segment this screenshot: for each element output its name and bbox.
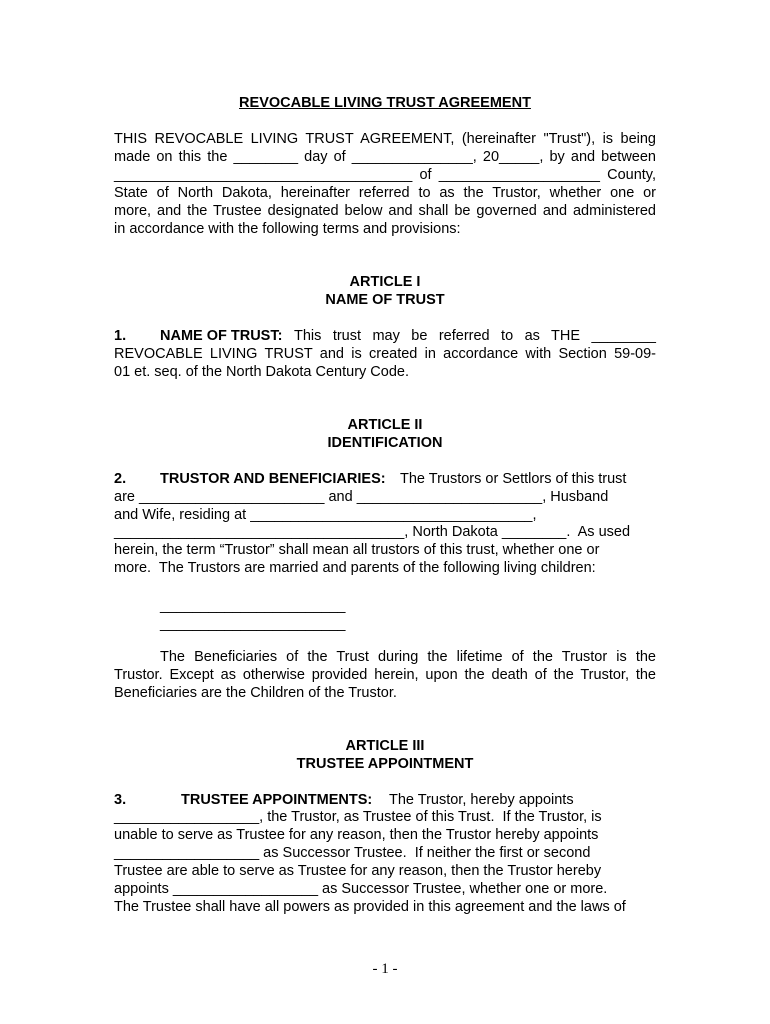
section-line: __________________, the Trustor, as Trustee of this Trust. If the Trustor, is <box>114 809 602 825</box>
section-line: The Trustee shall have all powers as provided in this agreement and the laws of <box>114 899 626 915</box>
intro-line: THIS REVOCABLE LIVING TRUST AGREEMENT, (hereinafter "Trust"), is being <box>114 131 656 147</box>
section-label: TRUSTOR AND BENEFICIARIES: <box>160 471 386 487</box>
section-label: NAME OF TRUST: <box>160 328 283 344</box>
section-line: more. The Trustors are married and parents of the following living children: <box>114 560 596 576</box>
section-line: This trust may be referred to as THE ________ <box>294 328 656 344</box>
section-number: 3. <box>114 792 127 808</box>
section-line: __________________ as Successor Trustee. If neither the first or second <box>114 845 591 861</box>
section-number: 1. <box>114 328 127 344</box>
child-name-blank: _______________________ <box>160 598 346 614</box>
intro-line: State of North Dakota, hereinafter referred to as the Trustor, whether one or <box>114 185 656 201</box>
child-name-blank: _______________________ <box>160 616 346 632</box>
article-heading: ARTICLE II <box>347 417 423 433</box>
section-line: appoints __________________ as Successor Trustee, whether one or more. <box>114 881 608 897</box>
article-heading: ARTICLE III <box>345 738 425 754</box>
article-subheading: NAME OF TRUST <box>325 292 445 308</box>
section-line: and Wife, residing at ___________________________________, <box>114 507 537 523</box>
intro-line: in accordance with the following terms and provisions: <box>114 221 461 237</box>
intro-line: _____________________________________ of ____________________ County, <box>114 167 656 183</box>
beneficiaries-line: Beneficiaries are the Children of the Trustor. <box>114 685 397 701</box>
section-number: 2. <box>114 471 127 487</box>
beneficiaries-line: The Beneficiaries of the Trust during the lifetime of the Trustor is the <box>160 649 656 665</box>
section-line: 01 et. seq. of the North Dakota Century Code. <box>114 364 409 380</box>
intro-line: made on this the ________ day of _______________, 20_____, by and between <box>114 149 656 165</box>
section-label: TRUSTEE APPOINTMENTS: <box>181 792 373 808</box>
intro-line: more, and the Trustee designated below and shall be governed and administered <box>114 203 656 219</box>
section-line: herein, the term “Trustor” shall mean all trustors of this trust, whether one or <box>114 542 600 558</box>
section-line: are _______________________ and _______________________, Husband <box>114 489 609 505</box>
document-title: REVOCABLE LIVING TRUST AGREEMENT <box>239 95 531 111</box>
section-line: Trustee are able to serve as Trustee for any reason, then the Trustor hereby <box>114 863 602 879</box>
page-number: - 1 - <box>372 961 398 977</box>
article-subheading: TRUSTEE APPOINTMENT <box>296 756 474 772</box>
beneficiaries-line: Trustor. Except as otherwise provided herein, upon the death of the Trustor, the <box>114 667 656 683</box>
section-line: unable to serve as Trustee for any reason, then the Trustor hereby appoints <box>114 827 599 843</box>
section-line: ____________________________________, North Dakota ________. As used <box>114 524 631 540</box>
section-line: The Trustors or Settlors of this trust <box>400 471 627 487</box>
article-heading: ARTICLE I <box>349 274 421 290</box>
section-line: REVOCABLE LIVING TRUST and is created in accordance with Section 59-09- <box>114 346 656 362</box>
article-subheading: IDENTIFICATION <box>327 435 443 451</box>
section-line: The Trustor, hereby appoints <box>389 792 574 808</box>
